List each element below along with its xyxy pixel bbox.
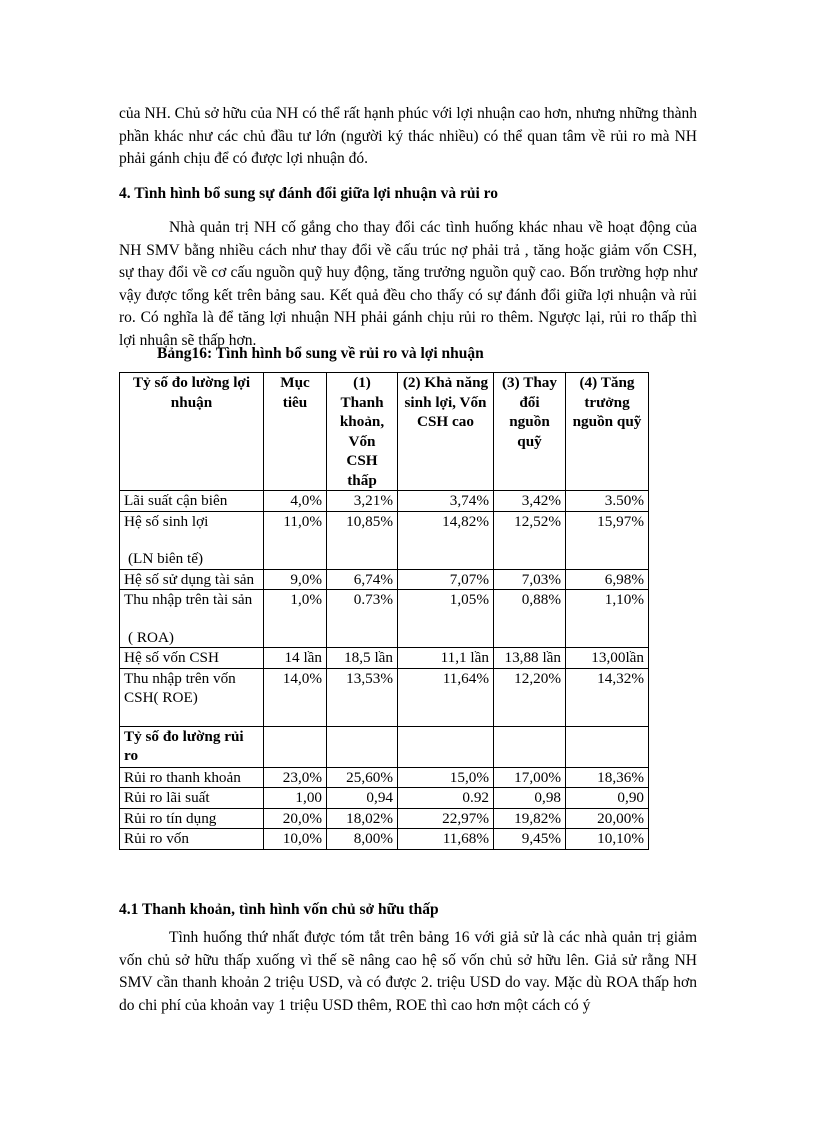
row-label [120, 590, 264, 648]
table-cell: 20,00% [566, 808, 649, 829]
table-cell: 12,52% [494, 511, 566, 569]
table-header-row [120, 373, 649, 491]
table-cell: 13,88 lần [494, 648, 566, 669]
table-row [120, 511, 649, 569]
header-cell: (3) Thay đổi nguồn quỹ [494, 373, 566, 491]
table-cell: 6,74% [327, 569, 398, 590]
table-cell: 0.92 [398, 788, 494, 809]
risk-section-label: Tỷ số đo lường rủi ro [120, 726, 264, 767]
table-cell: 7,03% [494, 569, 566, 590]
header-cell: (2) Khả năng sinh lợi, Vốn CSH cao [398, 373, 494, 491]
table-row [120, 491, 649, 512]
row-label-line-1: Hệ số sinh lợi [124, 512, 209, 530]
table-cell: 13,53% [327, 668, 398, 726]
row-label: Rủi ro lãi suất [120, 788, 264, 809]
table-cell: 15,0% [398, 767, 494, 788]
row-label: Rủi ro thanh khoản [120, 767, 264, 788]
table-row [120, 569, 649, 590]
table-row [120, 808, 649, 829]
section-4-paragraph: Nhà quản trị NH cố gắng cho thay đổi các tình huống khác nhau về hoạt động của NH SMV bằng nhiều cách như thay đổi về cấu trúc nợ phải trả , tăng hoặc giảm vốn CSH, sự thay đổi về cơ cấu nguồn quỹ huy động, tăng trưởng nguồn quỹ cao. Bốn trường hợp như vậy được tổng kết trên bảng sau. Kết quả đều cho thấy có sự đánh đổi giữa lợi nhuận và rủi ro. Có nghĩa là để tăng lợi nhuận NH phải gánh chịu rủi ro thêm. Ngược lại, rủi ro thấp thì lợi nhuận sẽ thấp hơn. [119, 219, 697, 349]
section-4-1-paragraph: Tình huống thứ nhất được tóm tắt trên bảng 16 với giả sử là các nhà quản trị giảm vốn chủ sở hữu thấp xuống vì thế sẽ nâng cao hệ số vốn chủ sở hữu lên. Giả sử rằng NH SMV cần thanh khoản 2 triệu USD, và có được 2. triệu USD do vay. Mặc dù ROA thấp hơn do chi phí của khoản vay 1 triệu USD thêm, ROE thì cao hơn một cách có ý [119, 929, 697, 1014]
table-cell: 14,82% [398, 511, 494, 569]
header-cell: Tỷ số đo lường lợi nhuận [120, 373, 264, 491]
row-label-line-2: ( ROA) [128, 628, 174, 646]
table-row [120, 767, 649, 788]
empty-cell [398, 726, 494, 767]
table-cell: 14,32% [566, 668, 649, 726]
table-cell: 14,0% [264, 668, 327, 726]
table-cell: 18,02% [327, 808, 398, 829]
table-cell: 4,0% [264, 491, 327, 512]
table-row [120, 590, 649, 648]
row-label-line-1: Thu nhập trên tài sản [124, 591, 253, 608]
table-cell: 12,20% [494, 668, 566, 726]
row-label: Rủi ro tín dụng [120, 808, 264, 829]
table-cell: 3,21% [327, 491, 398, 512]
table-cell: 3,74% [398, 491, 494, 512]
row-label: Thu nhập trên vốn CSH( ROE) [120, 668, 264, 726]
table-cell: 11,1 lần [398, 648, 494, 669]
table-cell: 25,60% [327, 767, 398, 788]
row-label: Hệ số vốn CSH [120, 648, 264, 669]
row-label: Hệ số sử dụng tài sản [120, 569, 264, 590]
table-cell: 1,0% [264, 590, 327, 648]
table-cell: 20,0% [264, 808, 327, 829]
table-cell: 0,88% [494, 590, 566, 648]
section-4-1-title: 4.1 Thanh khoản, tình hình vốn chủ sở hữu thấp [119, 901, 439, 918]
table-caption: Bảng16: Tình hình bổ sung về rủi ro và lợi nhuận [157, 345, 484, 362]
table-cell: 18,5 lần [327, 648, 398, 669]
section-4-title: 4. Tình hình bổ sung sự đánh đổi giữa lợi nhuận và rủi ro [119, 185, 498, 202]
risk-section-row [120, 726, 649, 767]
table-row [120, 668, 649, 726]
row-label [120, 511, 264, 569]
table-cell: 14 lần [264, 648, 327, 669]
table-cell: 19,82% [494, 808, 566, 829]
table-row [120, 648, 649, 669]
table-cell: 9,0% [264, 569, 327, 590]
table-row [120, 788, 649, 809]
empty-cell [264, 726, 327, 767]
table-cell: 11,64% [398, 668, 494, 726]
empty-cell [494, 726, 566, 767]
table-cell: 7,07% [398, 569, 494, 590]
table-cell: 1,10% [566, 590, 649, 648]
table-cell: 13,00lần [566, 648, 649, 669]
table-cell: 23,0% [264, 767, 327, 788]
intro-paragraph: của NH. Chủ sở hữu của NH có thể rất hạnh phúc với lợi nhuận cao hơn, nhưng những thành phần khác như các chủ đầu tư lớn (người ký thác nhiều) có thể quan tâm về rủi ro mà NH phải gánh chịu để có được lợi nhuận đó. [119, 105, 697, 167]
table-cell: 0,98 [494, 788, 566, 809]
table-cell: 10,85% [327, 511, 398, 569]
table-cell: 11,68% [398, 829, 494, 850]
table-cell: 0.73% [327, 590, 398, 648]
empty-cell [327, 726, 398, 767]
table-cell: 10,10% [566, 829, 649, 850]
table-cell: 1,05% [398, 590, 494, 648]
table-cell: 9,45% [494, 829, 566, 850]
table-cell: 18,36% [566, 767, 649, 788]
table-cell: 22,97% [398, 808, 494, 829]
header-cell: (1) Thanh khoản, Vốn CSH thấp [327, 373, 398, 491]
table-cell: 0,94 [327, 788, 398, 809]
table-cell: 8,00% [327, 829, 398, 850]
row-label: Lãi suất cận biên [120, 491, 264, 512]
table-row [120, 829, 649, 850]
table-cell: 1,00 [264, 788, 327, 809]
table-cell: 6,98% [566, 569, 649, 590]
empty-cell [566, 726, 649, 767]
table-cell: 10,0% [264, 829, 327, 850]
table-cell: 0,90 [566, 788, 649, 809]
risk-profit-table [119, 372, 649, 850]
row-label: Rủi ro vốn [120, 829, 264, 850]
table-cell: 3,42% [494, 491, 566, 512]
table-cell: 3.50% [566, 491, 649, 512]
table-cell: 11,0% [264, 511, 327, 569]
row-label-line-2: (LN biên tế) [128, 550, 204, 567]
header-cell: (4) Tăng trưởng nguồn quỹ [566, 373, 649, 491]
header-cell: Mục tiêu [264, 373, 327, 491]
table-cell: 17,00% [494, 767, 566, 788]
table-cell: 15,97% [566, 511, 649, 569]
